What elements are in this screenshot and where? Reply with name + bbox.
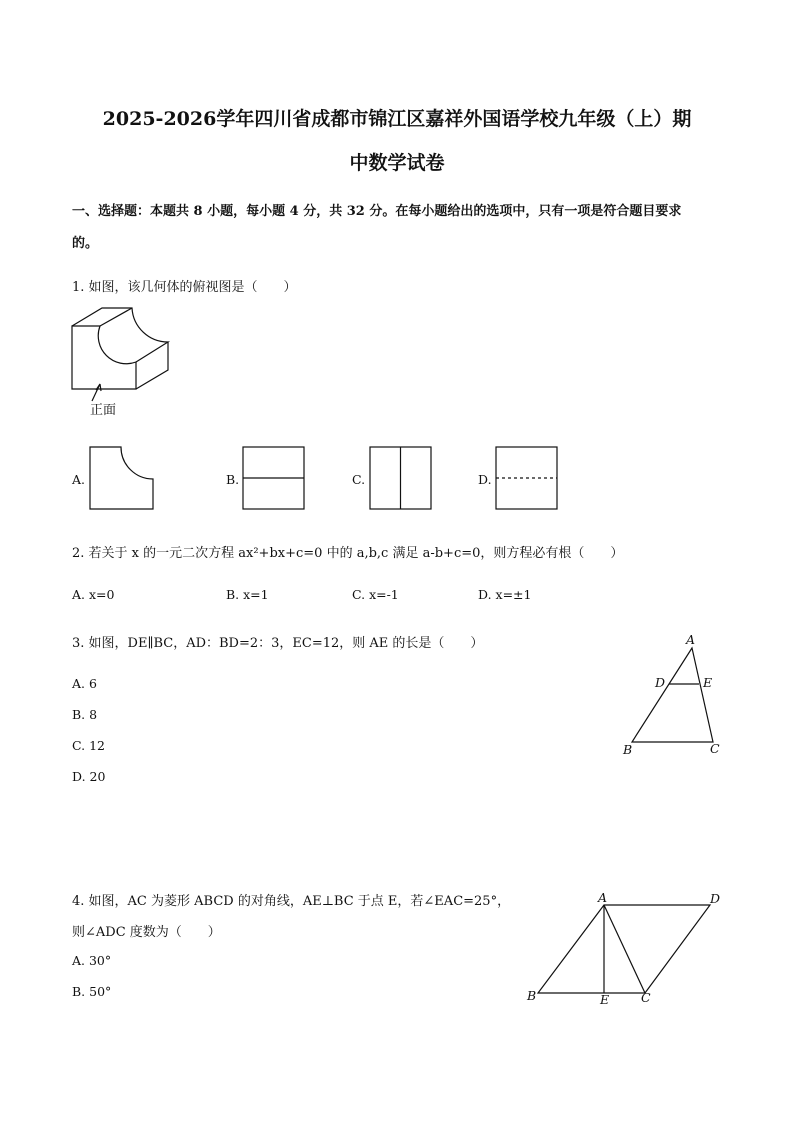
question-4-option-a: A. 30° <box>72 953 112 968</box>
q4-point-a: A <box>598 890 608 905</box>
q3-point-c: C <box>710 741 720 756</box>
question-1-option-d-label: D. <box>478 472 492 487</box>
question-2-option-d: D. x=±1 <box>478 587 532 602</box>
question-4-stem-line1: 4. 如图，AC 为菱形 ABCD 的对角线，AE⊥BC 于点 E，若∠EAC=25°， <box>72 894 511 909</box>
question-3-option-a: A. 6 <box>72 676 97 691</box>
question-1-option-a-label: A. <box>72 472 86 487</box>
q3-point-e: E <box>703 675 713 690</box>
question-1-option-b-label: B. <box>226 472 240 487</box>
page-title-line2: 中数学试卷 <box>349 152 445 174</box>
question-1-stem: 1. 如图，该几何体的俯视图是（ ） <box>72 280 297 295</box>
question-4-option-b: B. 50° <box>72 984 112 999</box>
question-3-stem: 3. 如图，DE∥BC，AD：BD=2：3，EC=12，则 AE 的长是（ ） <box>72 636 484 651</box>
question-3-option-b: B. 8 <box>72 707 98 722</box>
q4-point-d: D <box>710 891 721 906</box>
question-1-front-label: 正面 <box>90 403 117 418</box>
section-header-line1: 一、选择题：本题共 8 小题，每小题 4 分，共 32 分。在每小题给出的选项中，只有一项是符合题目要求 <box>72 204 682 219</box>
page-title-line1: 2025-2026学年四川省成都市锦江区嘉祥外国语学校九年级（上）期 <box>102 108 692 130</box>
question-2-option-c: C. x=-1 <box>352 587 399 602</box>
question-3-option-c: C. 12 <box>72 738 105 753</box>
q4-point-e: E <box>600 992 610 1007</box>
q3-point-d: D <box>655 675 666 690</box>
question-1-option-c-label: C. <box>352 472 366 487</box>
q3-point-a: A <box>686 632 696 647</box>
question-2-option-b: B. x=1 <box>226 587 269 602</box>
q4-point-c: C <box>641 990 651 1005</box>
question-2-option-a: A. x=0 <box>72 587 115 602</box>
q3-point-b: B <box>623 742 633 757</box>
q4-point-b: B <box>527 988 537 1003</box>
question-3-option-d: D. 20 <box>72 769 106 784</box>
section-header-line2: 的。 <box>72 236 99 251</box>
question-2-stem: 2. 若关于 x 的一元二次方程 ax²+bx+c=0 中的 a,b,c 满足 a-b+c=0，则方程必有根（ ） <box>72 546 624 561</box>
question-4-stem-line2: 则∠ADC 度数为（ ） <box>72 925 221 940</box>
